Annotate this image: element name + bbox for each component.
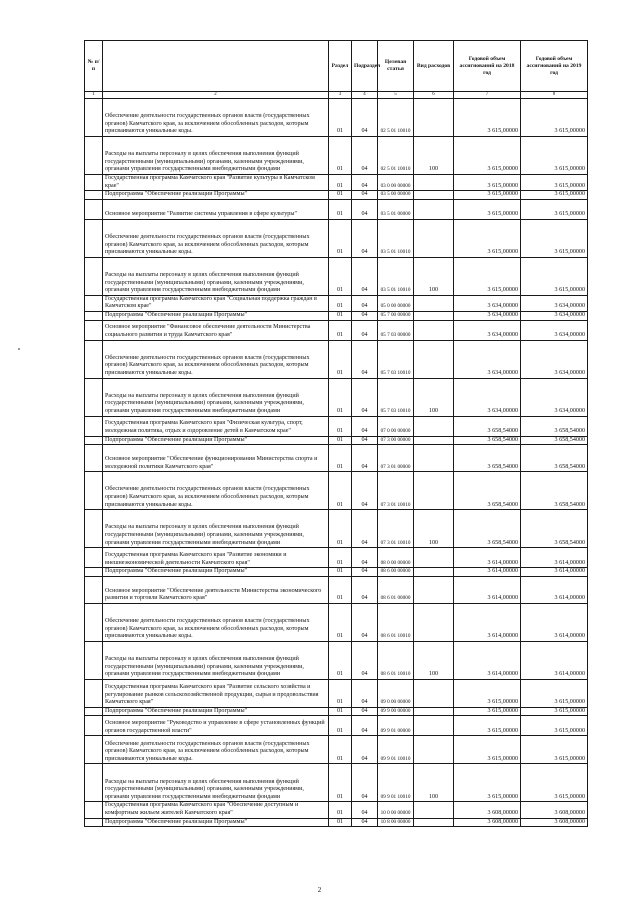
table-row (85, 818, 588, 827)
cell-podrazdel: 04 (352, 736, 378, 764)
cell-target-article: 03 5 01 10010 (378, 257, 414, 295)
cell-expense-type: 100 (414, 510, 454, 548)
cell-razdel: 01 (329, 99, 352, 137)
table-row (85, 295, 588, 311)
cell-amount-2018: 3 634,00000 (454, 320, 521, 340)
cell-amount-2018: 3 615,00000 (454, 175, 521, 191)
cell-num (85, 175, 103, 191)
cell-name: Обеспечение деятельности государственных органов власти (государственных органов) Камчатского края, за исключением обособленных расходов, которым присваиваются уникальные коды. (103, 219, 329, 257)
budget-table (84, 40, 588, 827)
cell-target-article: 05 7 00 00000 (378, 311, 414, 320)
cell-name: Государственная программа Камчатского края "Обеспечение доступным и комфортным жильем жителей Камчатского края" (103, 802, 329, 818)
cell-name: Подпрограмма "Обеспечение реализации Программы" (103, 311, 329, 320)
table-row (85, 416, 588, 436)
table-row (85, 199, 588, 219)
table-row (85, 137, 588, 175)
cell-razdel: 01 (329, 818, 352, 827)
cell-name: Расходы на выплаты персоналу в целях обеспечения выполнения функций государственными (муниципальными) органами, казенными учреждениями, органами управления государственными внебюджетными фондами (103, 378, 329, 416)
cell-amount-2019: 3 658,54000 (521, 510, 588, 548)
cell-razdel: 01 (329, 436, 352, 445)
table-row (85, 320, 588, 340)
cell-target-article: 03 0 00 00000 (378, 175, 414, 191)
cell-num (85, 641, 103, 679)
cell-name: Основное мероприятие "Развитие системы управления в сфере культуры" (103, 199, 329, 219)
header-amount-2018: Годовой объем ассигнований на 2018 год (454, 41, 521, 92)
cell-razdel: 01 (329, 199, 352, 219)
cell-podrazdel: 04 (352, 219, 378, 257)
cell-expense-type (414, 736, 454, 764)
cell-target-article: 07 3 01 10010 (378, 472, 414, 510)
column-number: 1 (85, 92, 103, 99)
cell-podrazdel: 04 (352, 641, 378, 679)
cell-target-article: 05 7 03 10010 (378, 378, 414, 416)
header-target-article: Целевая статья (378, 41, 414, 92)
cell-amount-2019: 3 614,00000 (521, 641, 588, 679)
cell-amount-2019: 3 658,54000 (521, 416, 588, 436)
cell-expense-type (414, 716, 454, 736)
cell-podrazdel: 04 (352, 568, 378, 577)
cell-name: Государственная программа Камчатского края "Физическая культура, спорт, молодежная политика, отдых и оздоровление детей в Камчатском крае" (103, 416, 329, 436)
cell-expense-type (414, 219, 454, 257)
cell-amount-2018: 3 615,00000 (454, 679, 521, 707)
cell-name: Обеспечение деятельности государственных органов власти (государственных органов) Камчатского края, за исключением обособленных расходов, которым присваиваются уникальные коды. (103, 603, 329, 641)
cell-target-article: 10 8 00 00000 (378, 818, 414, 827)
cell-expense-type (414, 548, 454, 568)
cell-amount-2019: 3 615,00000 (521, 736, 588, 764)
cell-razdel: 01 (329, 576, 352, 603)
cell-num (85, 548, 103, 568)
cell-podrazdel: 04 (352, 416, 378, 436)
cell-amount-2018: 3 614,00000 (454, 576, 521, 603)
cell-podrazdel: 04 (352, 603, 378, 641)
cell-amount-2019: 3 615,00000 (521, 707, 588, 716)
cell-razdel: 01 (329, 764, 352, 802)
cell-expense-type: 100 (414, 764, 454, 802)
cell-amount-2018: 3 615,00000 (454, 191, 521, 200)
cell-razdel: 01 (329, 257, 352, 295)
column-number: 2 (103, 92, 329, 99)
column-number: 7 (454, 92, 521, 99)
cell-razdel: 01 (329, 320, 352, 340)
cell-podrazdel: 04 (352, 436, 378, 445)
cell-expense-type (414, 436, 454, 445)
table-row (85, 716, 588, 736)
cell-name: Расходы на выплаты персоналу в целях обеспечения выполнения функций государственными (муниципальными) органами, казенными учреждениями, органами управления государственными внебюджетными фондами (103, 764, 329, 802)
table-row (85, 378, 588, 416)
cell-amount-2018: 3 634,00000 (454, 378, 521, 416)
cell-expense-type (414, 99, 454, 137)
header-amount-2019: Годовой объем ассигнований на 2019 год (521, 41, 588, 92)
cell-num (85, 257, 103, 295)
cell-target-article: 07 3 00 00000 (378, 436, 414, 445)
cell-expense-type (414, 445, 454, 472)
cell-target-article: 08 6 01 00000 (378, 576, 414, 603)
table-header-row (85, 41, 588, 92)
cell-razdel: 01 (329, 311, 352, 320)
cell-amount-2018: 3 615,00000 (454, 137, 521, 175)
table-row (85, 257, 588, 295)
cell-expense-type (414, 707, 454, 716)
cell-name: Подпрограмма "Обеспечение реализации Программы" (103, 191, 329, 200)
cell-amount-2019: 3 658,54000 (521, 472, 588, 510)
cell-podrazdel: 04 (352, 548, 378, 568)
cell-amount-2018: 3 658,54000 (454, 436, 521, 445)
cell-target-article: 08 6 01 10010 (378, 641, 414, 679)
cell-amount-2018: 3 615,00000 (454, 99, 521, 137)
cell-podrazdel: 04 (352, 257, 378, 295)
cell-razdel: 01 (329, 603, 352, 641)
table-row (85, 436, 588, 445)
cell-num (85, 445, 103, 472)
cell-amount-2019: 3 634,00000 (521, 311, 588, 320)
cell-target-article: 08 0 00 00000 (378, 548, 414, 568)
cell-name: Подпрограмма "Обеспечение реализации Программы" (103, 568, 329, 577)
cell-amount-2018: 3 634,00000 (454, 340, 521, 378)
cell-podrazdel: 04 (352, 378, 378, 416)
cell-amount-2018: 3 658,54000 (454, 510, 521, 548)
cell-target-article: 09 9 01 10010 (378, 736, 414, 764)
cell-name: Подпрограмма "Обеспечение реализации Программы" (103, 707, 329, 716)
cell-num (85, 378, 103, 416)
cell-expense-type (414, 311, 454, 320)
header-razdel: Раздел (329, 41, 352, 92)
cell-num (85, 416, 103, 436)
table-row (85, 340, 588, 378)
cell-target-article: 09 9 01 10010 (378, 764, 414, 802)
cell-razdel: 01 (329, 510, 352, 548)
cell-razdel: 01 (329, 191, 352, 200)
cell-num (85, 191, 103, 200)
cell-podrazdel: 04 (352, 311, 378, 320)
cell-razdel: 01 (329, 340, 352, 378)
cell-podrazdel: 04 (352, 320, 378, 340)
cell-amount-2019: 3 614,00000 (521, 576, 588, 603)
cell-expense-type (414, 295, 454, 311)
table-row (85, 641, 588, 679)
cell-amount-2019: 3 615,00000 (521, 764, 588, 802)
cell-target-article: 03 5 01 10010 (378, 219, 414, 257)
cell-podrazdel: 04 (352, 472, 378, 510)
cell-razdel: 01 (329, 736, 352, 764)
cell-name: Обеспечение деятельности государственных органов власти (государственных органов) Камчатского края, за исключением обособленных расходов, которым присваиваются уникальные коды. (103, 99, 329, 137)
cell-num (85, 436, 103, 445)
cell-num (85, 576, 103, 603)
cell-podrazdel: 04 (352, 295, 378, 311)
cell-amount-2019: 3 615,00000 (521, 257, 588, 295)
cell-amount-2019: 3 614,00000 (521, 548, 588, 568)
cell-name: Расходы на выплаты персоналу в целях обеспечения выполнения функций государственными (муниципальными) органами, казенными учреждениями, органами управления государственными внебюджетными фондами (103, 641, 329, 679)
header-name (103, 41, 329, 92)
cell-amount-2018: 3 614,00000 (454, 568, 521, 577)
cell-amount-2018: 3 634,00000 (454, 295, 521, 311)
cell-name: Расходы на выплаты персоналу в целях обеспечения выполнения функций государственными (муниципальными) органами, казенными учреждениями, органами управления государственными внебюджетными фондами (103, 510, 329, 548)
cell-podrazdel: 04 (352, 175, 378, 191)
cell-num (85, 311, 103, 320)
cell-expense-type (414, 818, 454, 827)
cell-amount-2018: 3 658,54000 (454, 445, 521, 472)
cell-num (85, 137, 103, 175)
cell-amount-2019: 3 608,00000 (521, 818, 588, 827)
cell-amount-2018: 3 615,00000 (454, 257, 521, 295)
cell-target-article: 03 5 01 00000 (378, 199, 414, 219)
cell-num (85, 472, 103, 510)
cell-amount-2019: 3 615,00000 (521, 199, 588, 219)
cell-expense-type: 100 (414, 137, 454, 175)
cell-razdel: 01 (329, 716, 352, 736)
table-body (85, 99, 588, 827)
page-number: 2 (317, 886, 322, 894)
cell-target-article: 05 7 03 10010 (378, 340, 414, 378)
cell-podrazdel: 04 (352, 716, 378, 736)
cell-num (85, 736, 103, 764)
cell-target-article: 05 7 03 00000 (378, 320, 414, 340)
cell-razdel: 01 (329, 416, 352, 436)
cell-podrazdel: 04 (352, 99, 378, 137)
cell-amount-2018: 3 615,00000 (454, 736, 521, 764)
cell-amount-2019: 3 615,00000 (521, 219, 588, 257)
cell-amount-2018: 3 615,00000 (454, 707, 521, 716)
cell-expense-type (414, 416, 454, 436)
cell-amount-2018: 3 615,00000 (454, 199, 521, 219)
cell-amount-2019: 3 634,00000 (521, 340, 588, 378)
cell-razdel: 01 (329, 175, 352, 191)
cell-amount-2019: 3 615,00000 (521, 175, 588, 191)
table-row (85, 707, 588, 716)
cell-num (85, 340, 103, 378)
table-row (85, 219, 588, 257)
header-expense-type: Вид расходов (414, 41, 454, 92)
cell-razdel: 01 (329, 378, 352, 416)
cell-target-article: 09 0 00 00000 (378, 679, 414, 707)
cell-target-article: 02 5 01 10010 (378, 137, 414, 175)
table-row (85, 472, 588, 510)
cell-podrazdel: 04 (352, 191, 378, 200)
scan-speck (18, 348, 20, 350)
cell-name: Государственная программа Камчатского края "Социальная поддержка граждан в Камчатском крае" (103, 295, 329, 311)
cell-expense-type (414, 191, 454, 200)
cell-amount-2019: 3 614,00000 (521, 603, 588, 641)
cell-target-article: 10 0 00 00000 (378, 802, 414, 818)
table-row (85, 175, 588, 191)
cell-amount-2019: 3 615,00000 (521, 679, 588, 707)
cell-amount-2018: 3 658,54000 (454, 472, 521, 510)
cell-expense-type (414, 679, 454, 707)
cell-num (85, 510, 103, 548)
cell-name: Расходы на выплаты персоналу в целях обеспечения выполнения функций государственными (муниципальными) органами, казенными учреждениями, органами управления государственными внебюджетными фондами (103, 137, 329, 175)
cell-name: Государственная программа Камчатского края "Развитие экономики и внешнеэкономической деятельности Камчатского края" (103, 548, 329, 568)
cell-expense-type (414, 320, 454, 340)
cell-podrazdel: 04 (352, 576, 378, 603)
cell-expense-type: 100 (414, 257, 454, 295)
cell-target-article: 07 3 01 00000 (378, 445, 414, 472)
cell-name: Основное мероприятие "Обеспечение функционирования Министерства спорта и молодежной политики Камчатского края" (103, 445, 329, 472)
cell-expense-type (414, 568, 454, 577)
cell-name: Обеспечение деятельности государственных органов власти (государственных органов) Камчатского края, за исключением обособленных расходов, которым присваиваются уникальные коды. (103, 340, 329, 378)
cell-razdel: 01 (329, 445, 352, 472)
cell-podrazdel: 04 (352, 510, 378, 548)
column-number: 6 (414, 92, 454, 99)
cell-amount-2018: 3 614,00000 (454, 548, 521, 568)
column-number: 4 (352, 92, 378, 99)
cell-expense-type (414, 576, 454, 603)
cell-target-article: 03 5 00 00000 (378, 191, 414, 200)
cell-amount-2018: 3 658,54000 (454, 416, 521, 436)
cell-num (85, 679, 103, 707)
cell-amount-2019: 3 615,00000 (521, 99, 588, 137)
cell-razdel: 01 (329, 568, 352, 577)
cell-razdel: 01 (329, 472, 352, 510)
cell-amount-2019: 3 614,00000 (521, 568, 588, 577)
table-row (85, 99, 588, 137)
cell-expense-type (414, 603, 454, 641)
cell-num (85, 568, 103, 577)
cell-podrazdel: 04 (352, 137, 378, 175)
cell-num (85, 199, 103, 219)
cell-podrazdel: 04 (352, 802, 378, 818)
cell-razdel: 01 (329, 548, 352, 568)
cell-num (85, 707, 103, 716)
cell-num (85, 716, 103, 736)
column-number-row (85, 92, 588, 99)
cell-podrazdel: 04 (352, 707, 378, 716)
column-number: 8 (521, 92, 588, 99)
cell-razdel: 01 (329, 295, 352, 311)
cell-num (85, 802, 103, 818)
cell-name: Обеспечение деятельности государственных органов власти (государственных органов) Камчатского края, за исключением обособленных расходов, которым присваиваются уникальные коды. (103, 472, 329, 510)
cell-amount-2019: 3 634,00000 (521, 320, 588, 340)
cell-name: Основное мероприятие "Руководство и управление в сфере установленных функций органов государственной власти" (103, 716, 329, 736)
cell-podrazdel: 04 (352, 764, 378, 802)
cell-num (85, 818, 103, 827)
table-row (85, 736, 588, 764)
table-row (85, 679, 588, 707)
cell-num (85, 295, 103, 311)
table-row (85, 311, 588, 320)
cell-target-article: 08 6 00 00000 (378, 568, 414, 577)
cell-amount-2018: 3 608,00000 (454, 818, 521, 827)
cell-podrazdel: 04 (352, 340, 378, 378)
cell-name: Основное мероприятие "Финансовое обеспечение деятельности Министерства социального развития и труда Камчатского края" (103, 320, 329, 340)
table-row (85, 445, 588, 472)
cell-name: Государственная программа Камчатского края "Развитие культуры в Камчатском крае" (103, 175, 329, 191)
cell-target-article: 02 5 01 10010 (378, 99, 414, 137)
cell-amount-2018: 3 614,00000 (454, 603, 521, 641)
cell-name: Расходы на выплаты персоналу в целях обеспечения выполнения функций государственными (муниципальными) органами, казенными учреждениями, органами управления государственными внебюджетными фондами (103, 257, 329, 295)
table-row (85, 576, 588, 603)
cell-amount-2019: 3 634,00000 (521, 295, 588, 311)
cell-num (85, 320, 103, 340)
cell-razdel: 01 (329, 802, 352, 818)
cell-name: Государственная программа Камчатского края "Развитие сельского хозяйства и регулирование рынков сельскохозяйственной продукции, сырья и продовольствия Камчатского края" (103, 679, 329, 707)
cell-razdel: 01 (329, 137, 352, 175)
cell-num (85, 219, 103, 257)
cell-expense-type: 100 (414, 378, 454, 416)
cell-expense-type (414, 340, 454, 378)
cell-expense-type (414, 199, 454, 219)
cell-podrazdel: 04 (352, 679, 378, 707)
cell-num (85, 764, 103, 802)
header-num: № п/п (85, 41, 103, 92)
cell-amount-2018: 3 634,00000 (454, 311, 521, 320)
cell-target-article: 07 0 00 00000 (378, 416, 414, 436)
table-row (85, 603, 588, 641)
table-row (85, 510, 588, 548)
cell-razdel: 01 (329, 219, 352, 257)
cell-razdel: 01 (329, 707, 352, 716)
cell-amount-2018: 3 608,00000 (454, 802, 521, 818)
cell-razdel: 01 (329, 641, 352, 679)
cell-amount-2018: 3 615,00000 (454, 716, 521, 736)
cell-podrazdel: 04 (352, 199, 378, 219)
cell-target-article: 09 9 00 00000 (378, 707, 414, 716)
cell-target-article: 09 9 01 00000 (378, 716, 414, 736)
cell-amount-2018: 3 615,00000 (454, 219, 521, 257)
table-row (85, 548, 588, 568)
cell-name: Основное мероприятие "Обеспечение деятельности Министерства экономического развития и торговли Камчатского края" (103, 576, 329, 603)
cell-name: Подпрограмма "Обеспечение реализации Программы" (103, 818, 329, 827)
cell-amount-2019: 3 658,54000 (521, 436, 588, 445)
cell-expense-type (414, 802, 454, 818)
table-row (85, 802, 588, 818)
column-number: 3 (329, 92, 352, 99)
cell-expense-type: 100 (414, 641, 454, 679)
table-row (85, 191, 588, 200)
cell-num (85, 603, 103, 641)
cell-podrazdel: 04 (352, 818, 378, 827)
cell-target-article: 07 3 01 10010 (378, 510, 414, 548)
cell-amount-2019: 3 608,00000 (521, 802, 588, 818)
cell-amount-2019: 3 615,00000 (521, 716, 588, 736)
cell-amount-2019: 3 658,54000 (521, 445, 588, 472)
cell-podrazdel: 04 (352, 445, 378, 472)
cell-amount-2019: 3 615,00000 (521, 191, 588, 200)
cell-razdel: 01 (329, 679, 352, 707)
cell-expense-type (414, 175, 454, 191)
cell-amount-2019: 3 615,00000 (521, 137, 588, 175)
cell-name: Обеспечение деятельности государственных органов власти (государственных органов) Камчатского края, за исключением обособленных расходов, которым присваиваются уникальные коды. (103, 736, 329, 764)
column-number: 5 (378, 92, 414, 99)
cell-name: Подпрограмма "Обеспечение реализации Программы" (103, 436, 329, 445)
cell-target-article: 05 0 00 00000 (378, 295, 414, 311)
table-row (85, 568, 588, 577)
budget-table-sheet (84, 40, 587, 827)
cell-target-article: 08 6 01 10010 (378, 603, 414, 641)
cell-amount-2018: 3 614,00000 (454, 641, 521, 679)
cell-expense-type (414, 472, 454, 510)
cell-amount-2019: 3 634,00000 (521, 378, 588, 416)
header-podrazdel: Подраздел (352, 41, 378, 92)
cell-num (85, 99, 103, 137)
table-row (85, 764, 588, 802)
cell-amount-2018: 3 615,00000 (454, 764, 521, 802)
